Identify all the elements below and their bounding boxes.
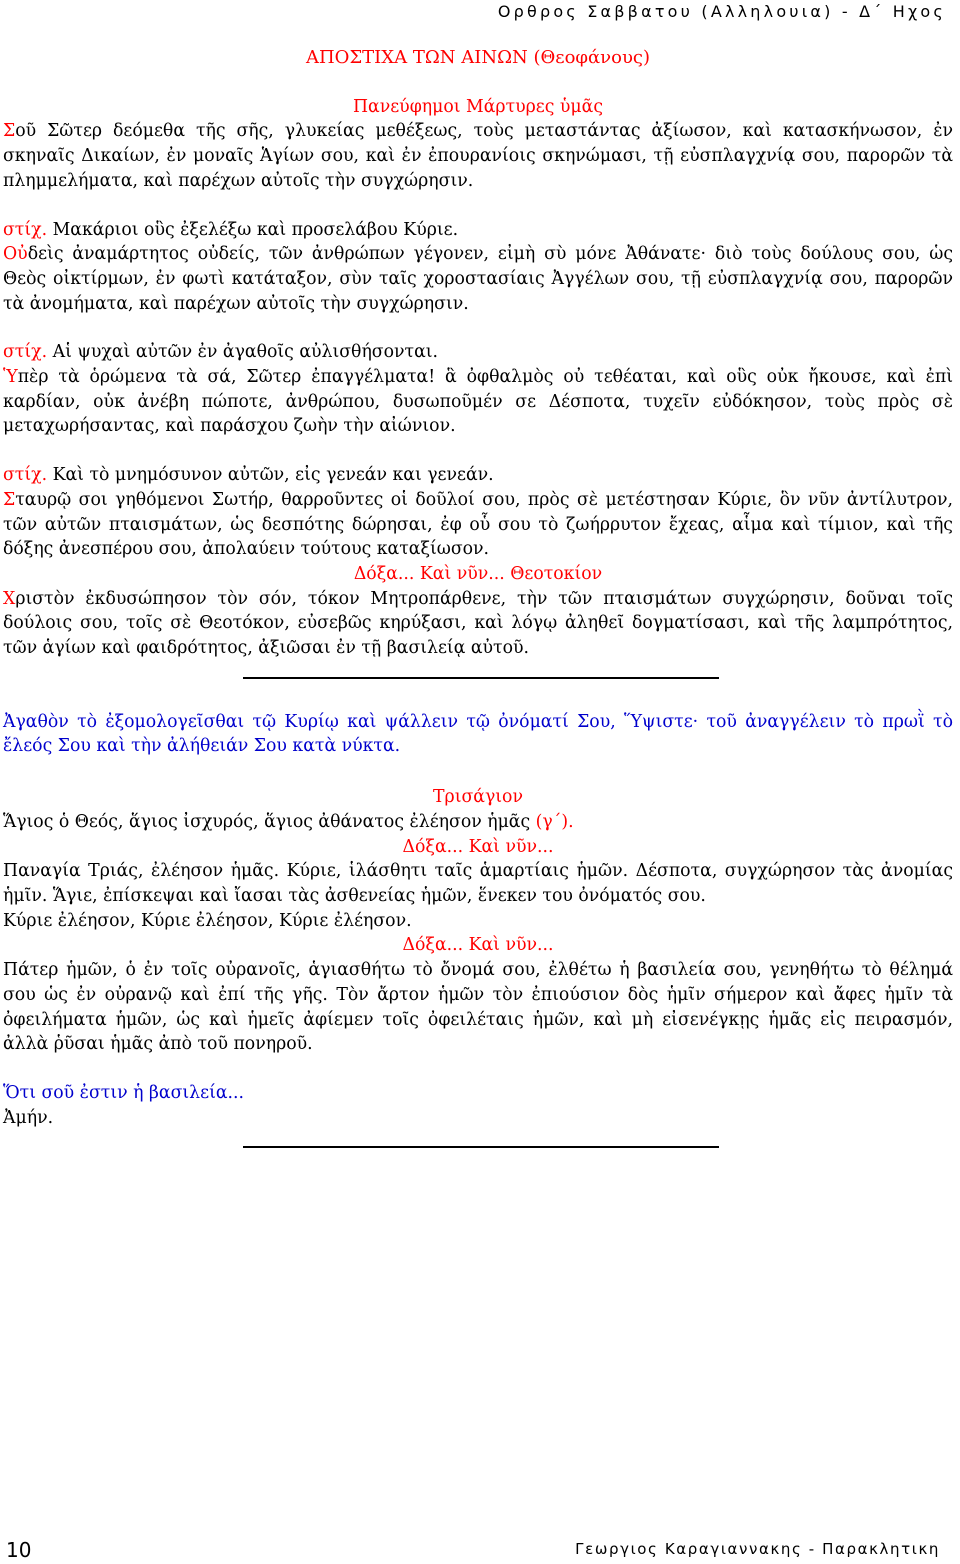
doxa-heading-1: Δόξα... Καὶ νῦν... <box>402 836 554 857</box>
drop-initial: Σ <box>3 489 16 510</box>
running-header <box>0 0 960 24</box>
stichos-2 <box>3 340 953 365</box>
stichos-text: Καὶ τὸ μνημόσυνον αὐτῶν, εἰς γενεάν και γενεάν. <box>47 465 494 486</box>
page-footer <box>0 1538 960 1564</box>
drop-initial: Σ <box>3 121 16 142</box>
stichos-label: στίχ. <box>3 342 48 363</box>
theotokion-text: ριστὸν ἐκδυσώπησον τὸν σόν, τόκον Μητροπάρθενε, τὴν τῶν πταισμάτων συγχώρησιν, δοῦναι τοῖς δούλοις σου, τοῖς σὲ Θεοτόκον, εὐσεβῶς κηρύξασι, καὶ λόγῳ ἀληθεῖ δογματίσασι, καὶ τῆς λαμπρότητος, τῶν ἁγίων καὶ φαιδρότητος, ἀξιῶσαι ἐν τῇ βασιλείᾳ αὐτοῦ. <box>3 588 953 659</box>
amen: Ἀμήν. <box>3 1107 54 1128</box>
drop-initial: Χ <box>3 588 16 609</box>
hymn-text: οῦ Σῶτερ δεόμεθα τῆς σῆς, γλυκείας μεθέξεως, τοὺς μεταστάντας ἀξίωσον, καὶ κατασκήνωσον, ἐν σκηναῖς Δικαίων, ἐν μοναῖς Ἁγίων σου, καὶ ἐν ἐπουρανίοις σκηνώμασι, τῇ εὐσπλαγχνίᾳ σου, παρορῶν τὰ πλημμελήματα, καὶ παρέχων αὐτοῖς τὴν συγχώρησιν. <box>3 121 953 191</box>
stichos-text: Μακάριοι οὓς ἐξελέξω καὶ προσελάβου Κύριε. <box>47 219 459 240</box>
section-title: ΑΠΟΣΤΙΧΑ ΤΩΝ ΑΙΝΩΝ (Θεοφάνους) <box>305 47 650 68</box>
hymn-subtitle: Πανεύφημοι Μάρτυρες ὑμᾶς <box>352 96 604 117</box>
footer-text: Γεωργιος Καραγιαννακης - Παρακλητικη <box>575 1540 940 1558</box>
hymn-2 <box>3 242 953 316</box>
stichos-label: στίχ. <box>3 465 48 486</box>
hymn-text: ταυρῷ σοι γηθόμενοι Σωτήρ, θαρροῦντες οἱ δοῦλοί σου, πρὸς σὲ μετέστησαν Κύριε, ὃν νῦν ἀντίλυτρον, τῶν αὐτῶν πταισμάτων, ὡς δεσπότης δώρησαι, ἐφ οὗ σου τὸ ζωήρρυτον ἔχεας, αἷμα καὶ τίμιον, καὶ τῆς δόξης ἀνεσπέρου σου, ἀπολαύειν τούτους καταξίωσον. <box>3 489 953 560</box>
kyrie-eleison: Κύριε ἐλέησον, Κύριε ἐλέησον, Κύριε ἐλέησον. <box>3 910 412 931</box>
lords-prayer: Πάτερ ἡμῶν, ὁ ἐν τοῖς οὐρανοῖς, ἁγιασθήτω τὸ ὄνομά σου, ἐλθέτω ἡ βασιλεία σου, γενηθήτω τὸ θέλημά σου ὡς ἐν οὐρανῷ καὶ ἐπί τῆς γῆς. Τὸν ἄρτον ἡμῶν τὸν ἐπιούσιον δὸς ἡμῖν σήμερον καὶ ἄφες ἡμῖν τὰ ὀφειλήματα ἡμῶν, ὡς καὶ ἡμεῖς ἀφίεμεν τοῖς ὀφειλέταις ἡμῶν, καὶ μὴ εἰσενέγκῃς ἡμᾶς εἰς πειρασμόν, ἀλλὰ ῥῦσαι ἡμᾶς ἀπὸ τοῦ πονηροῦ. <box>3 960 953 1055</box>
agathon-verse: Ἀγαθὸν τὸ ἐξομολογεῖσθαι τῷ Κυρίῳ καὶ ψάλλειν τῷ ὀνόματί Σου, Ὕψιστε· τοῦ ἀναγγέλειν τὸ πρωῒ τὸ ἔλεός Σου καὶ τὴν ἀλήθειάν Σου κατὰ νύκτα. <box>3 711 953 757</box>
panagia-prayer: Παναγία Τριάς, ἐλέησον ἡμᾶς. Κύριε, ἱλάσθητι ταῖς ἁμαρτίαις ἡμῶν. Δέσποτα, συγχώρησον τὰς ἀνομίας ἡμῖν. Ἅγιε, ἐπίσκεψαι καὶ ἴασαι τὰς ἀσθενείας ἡμῶν, ἕνεκεν του ὀνόματός σου. <box>3 861 953 906</box>
divider-line-bottom <box>243 1146 719 1148</box>
trisagion-title: Τρισάγιον <box>433 787 523 808</box>
drop-initial: Οὐ <box>3 244 28 265</box>
header-title: Ορθρος Σαββατου (Αλληλουια) - Δ΄ Ηχος <box>497 2 946 21</box>
page-number: 10 <box>6 1538 32 1562</box>
hymn-text: δεὶς ἀναμάρτητος οὐδείς, τῶν ἀνθρώπων γέγονεν, εἰμὴ σὺ μόνε Ἀθάνατε· διὸ τοὺς δούλους σου, ὡς Θεὸς οἰκτίρμων, ἐν φωτὶ κατάταξον, σὺν ταῖς χοροστασίαις Ἀγγέλων σου, τῇ εὐσπλαγχνίᾳ σου, παρορῶν τὰ ἀνομήματα, καὶ παρέχων αὐτοῖς τὴν συγχώρησιν. <box>3 244 953 314</box>
stichos-3 <box>3 463 953 488</box>
stichos-label: στίχ. <box>3 219 48 240</box>
page-body <box>3 46 953 1148</box>
hymn-text: πὲρ τὰ ὁρώμενα τὰ σά, Σῶτερ ἐπαγγέλματα! ἃ ὀφθαλμὸς οὐ τεθέαται, καὶ οὓς οὐκ ἤκουσε, καὶ ἐπὶ καρδίαν, οὐκ ἀνέβη πώποτε, ἀνθρώπου, δυσωποῦμέν σε Δέσποτα, τυχεῖν εὐδόκησον, τοὺς πρὸς σὲ μεταχωρήσαντας, καὶ παράσχου ζωὴν τὴν αἰώνιον. <box>3 367 953 437</box>
hymn-4 <box>3 488 953 562</box>
doxa-heading-2: Δόξα... Καὶ νῦν... <box>402 935 554 956</box>
drop-initial: Ὑ <box>3 367 18 388</box>
stichos-text: Αἱ ψυχαὶ αὐτῶν ἐν ἀγαθοῖς αὐλισθήσονται. <box>47 342 439 363</box>
hoti-ekphonesis: Ὅτι σοῦ ἐστιν ἡ βασιλεία... <box>3 1082 245 1103</box>
hymn-1 <box>3 119 953 193</box>
trisagion-text: Ἅγιος ὁ Θεός, ἅγιος ἰσχυρός, ἅγιος ἀθάνατος ἐλέησον ἡμᾶς <box>3 811 536 832</box>
hymn-3 <box>3 365 953 439</box>
trisagion-line <box>3 810 953 835</box>
stichos-1 <box>3 218 953 243</box>
theotokion <box>3 587 953 661</box>
repeat-mark: (γ΄). <box>535 811 574 832</box>
divider-line <box>243 677 719 679</box>
doxa-theotokion-heading: Δόξα... Καὶ νῦν... Θεοτοκίον <box>353 563 603 584</box>
